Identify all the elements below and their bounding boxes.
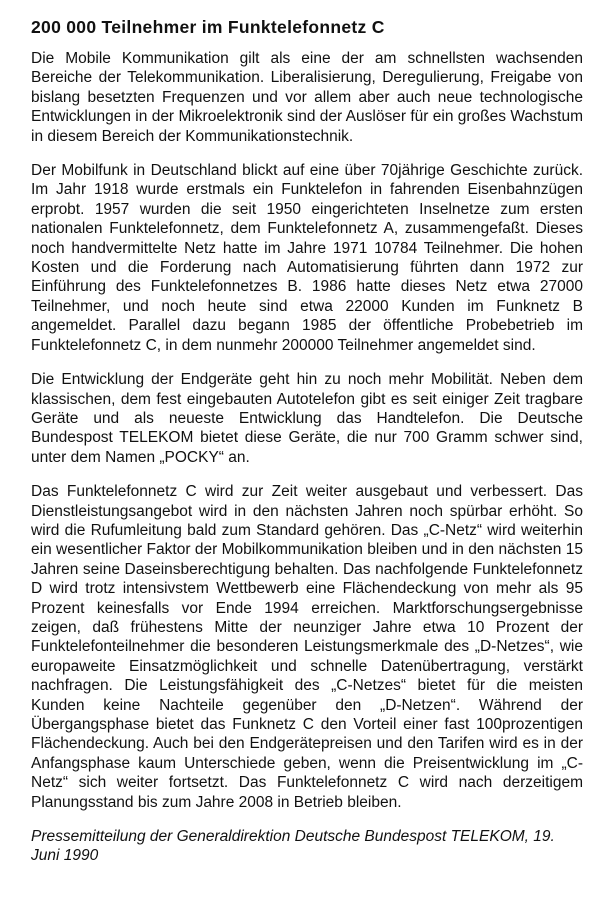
paragraph-outlook: Das Funktelefonnetz C wird zur Zeit weiter ausgebaut und verbessert. Das Dienstleistungsangebot wird in den nächsten Jahren noch spürbar erhöht. So wird die Rufumleitung bald zum Standard gehören. Das „C-Netz“ wird weiterhin ein wesentlicher Faktor der Mobilkommunikation bleiben und in den nächsten 15 Jahren seine Daseinsberechtigung behalten. Das nachfolgende Funktelefonnetz D wird trotz intensivstem Wettbewerb eine Flächendeckung von mehr als 95 Prozent keinesfalls vor Ende 1994 erreichen. Marktforschungsergebnisse zeigen, daß frühestens Mitte der neunziger Jahre etwa 10 Prozent der Funktelefonteilnehmer die besonderen Leistungsmerkmale des „D-Netzes“, wie europaweite Einsatzmöglichkeit und schnelle Datenübertragung, verstärkt nachfragen. Die Leistungsfähigkeit des „C-Netzes“ bietet für die meisten Kunden keine Nachteile gegenüber den „D-Netzen“. Während der Übergangsphase bietet das Funknetz C den Vorteil einer fast 100prozentigen Flächendeckung. Auch bei den Endgerätepreisen und den Tarifen wird es in der Anfangsphase kaum Unterschiede geben, wenn die Preisentwicklung im „C-Netz“ sich weiter fortsetzt. Das Funktelefonnetz C wird nach derzeitigem Planungsstand bis zum Jahre 2008 in Betrieb bleiben. bbox=[31, 483, 583, 811]
paragraph-intro: Die Mobile Kommunikation gilt als eine der am schnellsten wachsenden Bereiche der Telekommunikation. Liberalisierung, Deregulierung, Freigabe von bislang besetzten Frequenzen und vor allem aber auch neue technologische Entwicklungen in der Mikroelektronik sind der Auslöser für ein großes Wachstum in diesem Bereich der Kommunikationstechnik. bbox=[31, 50, 583, 145]
paragraph-history: Der Mobilfunk in Deutschland blickt auf eine über 70jährige Geschichte zurück. Im Jahr 1918 wurde erstmals ein Funktelefon in fahrenden Eisenbahnzügen erprobt. 1957 wurden die seit 1950 eingerichteten Inselnetze zum ersten nationalen Funktelefonnetz, dem Funktelefonnetz A, zusammengefaßt. Dieses noch handvermittelte Netz hatte im Jahre 1971 10784 Teilnehmer. Die hohen Kosten und die Forderung nach Automatisierung führten dann 1972 zur Einführung des Funktelefonnetzes B. 1986 hatte dieses Netz etwa 27000 Teilnehmer, und noch heute sind etwa 22000 Kunden im Funknetz B angemeldet. Parallel dazu begann 1985 der öffentliche Probebetrieb im Funktelefonnetz C, in dem nunmehr 200000 Teilnehmer angemeldet sind. bbox=[31, 162, 583, 354]
paragraph-devices: Die Entwicklung der Endgeräte geht hin zu noch mehr Mobilität. Neben dem klassischen, dem fest eingebauten Autotelefon gibt es seit einiger Zeit tragbare Geräte und als neueste Entwicklung das Handtelefon. Die Deutsche Bundespost TELEKOM bietet diese Geräte, die nur 700 Gramm schwer sind, unter dem Namen „POCKY“ an. bbox=[31, 371, 583, 466]
article-title: 200 000 Teilnehmer im Funktelefonnetz C bbox=[31, 17, 385, 37]
press-release-source: Pressemitteilung der Generaldirektion Deutsche Bundespost TELEKOM, 19. Juni 1990 bbox=[31, 828, 555, 865]
